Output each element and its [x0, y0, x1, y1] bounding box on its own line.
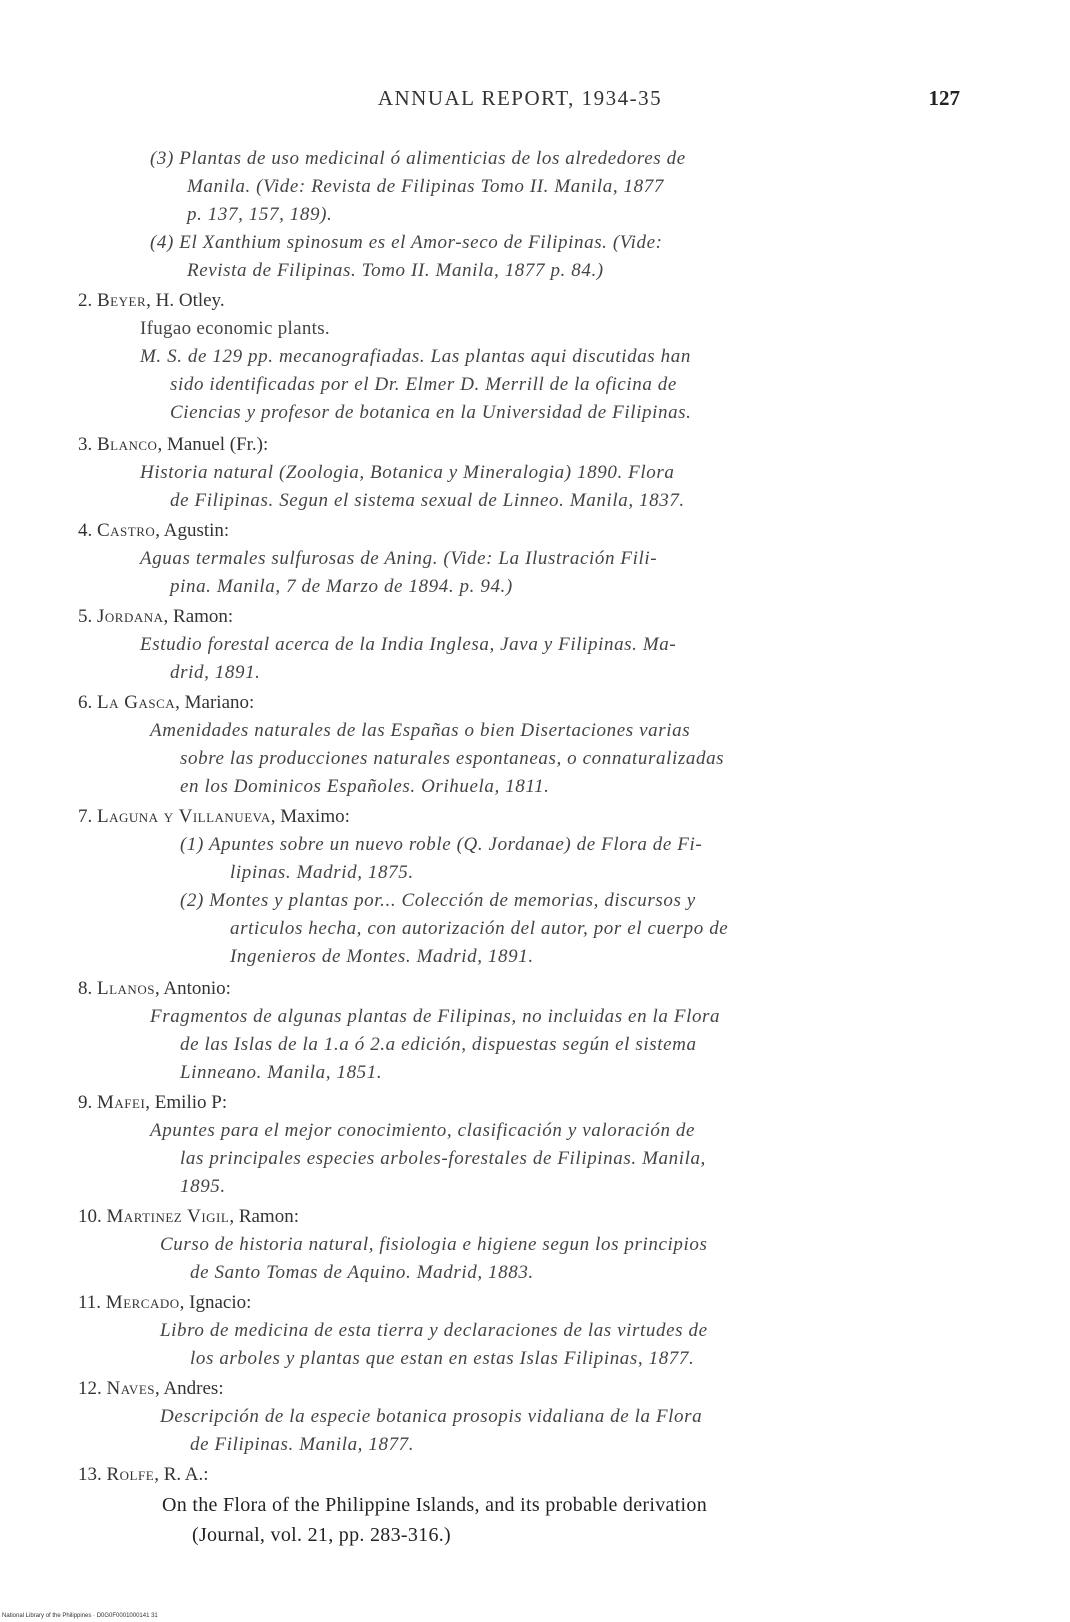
entry-text-line: Manila. (Vide: Revista de Filipinas Tomo II. Manila, 1877 [187, 176, 664, 197]
entry-text-line: las principales especies arboles-forestales de Filipinas. Manila, [180, 1148, 706, 1169]
entry-author: La Gasca [97, 692, 176, 713]
entry-heading [78, 434, 268, 456]
entry-text-line: Estudio forestal acerca de la India Inglesa, Java y Filipinas. Ma- [140, 634, 677, 655]
entry-author: Laguna y Villanueva [97, 806, 271, 827]
entry-text-line: de las Islas de la 1.a ó 2.a edición, dispuestas según el sistema [180, 1034, 697, 1055]
entry-heading [78, 1464, 209, 1486]
entry-text-line: (1) Apuntes sobre un nuevo roble (Q. Jordanae) de Flora de Fi- [180, 834, 703, 855]
entry-number: 10. [78, 1206, 107, 1227]
entry-author-rest: , Manuel (Fr.): [157, 434, 269, 455]
entry-number: 12. [78, 1378, 107, 1399]
entry-number: 3. [78, 434, 97, 455]
entry-text-line: de Filipinas. Manila, 1877. [190, 1434, 415, 1455]
entry-author: Rolfe [106, 1464, 155, 1485]
entry-text-line: drid, 1891. [170, 662, 261, 683]
entry-heading [78, 692, 254, 714]
entry-text-line: Ingenieros de Montes. Madrid, 1891. [230, 946, 534, 967]
entry-author: Castro [97, 520, 156, 541]
entry-heading [78, 1378, 224, 1400]
entry-author: Naves [106, 1378, 155, 1399]
entry-heading [78, 978, 231, 1000]
entry-number: 6. [78, 692, 97, 713]
entry-author-rest: , Emilio P: [145, 1092, 228, 1113]
entry-text-line: (2) Montes y plantas por... Colección de memorias, discursos y [180, 890, 696, 911]
entry-author-rest: , R. A.: [154, 1464, 209, 1485]
entry-text-line: p. 137, 157, 189). [187, 204, 333, 225]
entry-text-line: Ifugao economic plants. [140, 318, 330, 339]
entry-author-rest: , Antonio: [154, 978, 231, 999]
page-number: 127 [928, 86, 960, 110]
entry-text-line: de Santo Tomas de Aquino. Madrid, 1883. [190, 1262, 534, 1283]
entry-author-rest: , Ignacio: [179, 1292, 252, 1313]
entry-text-line: Amenidades naturales de las Españas o bien Disertaciones varias [150, 720, 691, 741]
entry-number: 9. [78, 1092, 97, 1113]
entry-heading [78, 1206, 299, 1228]
entry-author: Blanco [97, 434, 158, 455]
entry-author: Mercado [105, 1292, 180, 1313]
entry-number: 2. [78, 290, 97, 311]
entry-heading [78, 606, 233, 628]
entry-number: 8. [78, 978, 97, 999]
entry-text-line: Historia natural (Zoologia, Botanica y Mineralogia) 1890. Flora [140, 462, 675, 483]
entry-heading [78, 1092, 227, 1114]
entry-heading [78, 1292, 251, 1314]
entry-number: 5. [78, 606, 97, 627]
entry-text-line: Aguas termales sulfurosas de Aning. (Vide: La Ilustración Fili- [140, 548, 658, 569]
entry-number: 7. [78, 806, 97, 827]
entry-text-line: M. S. de 129 pp. mecanografiadas. Las plantas aqui discutidas han [140, 346, 691, 367]
entry-text-line: On the Flora of the Philippine Islands, and its probable derivation [162, 1494, 708, 1516]
entry-text-line: (Journal, vol. 21, pp. 283-316.) [192, 1524, 452, 1546]
entry-author-rest: , Ramon: [229, 1206, 299, 1227]
entry-text-line: sido identificadas por el Dr. Elmer D. Merrill de la oficina de [170, 374, 677, 395]
entry-number: 4. [78, 520, 97, 541]
entry-text-line: Descripción de la especie botanica prosopis vidaliana de la Flora [160, 1406, 703, 1427]
entry-text-line: Apuntes para el mejor conocimiento, clasificación y valoración de [150, 1120, 696, 1141]
entry-text-line: en los Dominicos Españoles. Orihuela, 1811. [180, 776, 550, 797]
entry-author-rest: , H. Otley. [146, 290, 225, 311]
entry-text-line: (4) El Xanthium spinosum es el Amor-seco de Filipinas. (Vide: [150, 232, 663, 253]
entry-author-rest: , Agustin: [155, 520, 230, 541]
entry-text-line: pina. Manila, 7 de Marzo de 1894. p. 94.) [170, 576, 513, 597]
entry-text-line: Libro de medicina de esta tierra y declaraciones de las virtudes de [160, 1320, 708, 1341]
entry-author-rest: , Maximo: [270, 806, 350, 827]
entry-heading [78, 290, 225, 312]
entry-author-rest: , Mariano: [175, 692, 255, 713]
entry-author-rest: , Andres: [155, 1378, 224, 1399]
scan-footer: National Library of the Philippines · D0G0F0001000141 31 [2, 1613, 158, 1619]
entry-author: Mafei [97, 1092, 146, 1113]
entry-text-line: articulos hecha, con autorización del autor, por el cuerpo de [230, 918, 729, 939]
entry-author: Beyer [97, 290, 147, 311]
entry-number: 11. [78, 1292, 106, 1313]
entry-heading [78, 520, 229, 542]
entry-text-line: (3) Plantas de uso medicinal ó alimenticias de los alrededores de [150, 148, 686, 169]
entry-text-line: sobre las producciones naturales espontaneas, o connaturalizadas [180, 748, 725, 769]
page-header [80, 86, 960, 116]
entry-text-line: lipinas. Madrid, 1875. [230, 862, 414, 883]
entry-text-line: los arboles y plantas que estan en estas Islas Filipinas, 1877. [190, 1348, 695, 1369]
entry-text-line: Linneano. Manila, 1851. [180, 1062, 383, 1083]
entry-author: Jordana [97, 606, 164, 627]
entry-number: 13. [78, 1464, 107, 1485]
entry-author-rest: , Ramon: [163, 606, 234, 627]
entry-heading [78, 806, 350, 828]
entry-text-line: Revista de Filipinas. Tomo II. Manila, 1877 p. 84.) [187, 260, 604, 281]
entry-text-line: Curso de historia natural, fisiologia e higiene segun los principios [160, 1234, 708, 1255]
entry-author: Martinez Vigil [106, 1206, 230, 1227]
entry-author: Llanos [97, 978, 155, 999]
running-title: ANNUAL REPORT, 1934-35 [377, 86, 663, 110]
entry-text-line: Ciencias y profesor de botanica en la Universidad de Filipinas. [170, 402, 692, 423]
entry-text-line: Fragmentos de algunas plantas de Filipinas, no incluidas en la Flora [150, 1006, 721, 1027]
entry-text-line: de Filipinas. Segun el sistema sexual de Linneo. Manila, 1837. [170, 490, 685, 511]
entry-text-line: 1895. [180, 1176, 226, 1197]
